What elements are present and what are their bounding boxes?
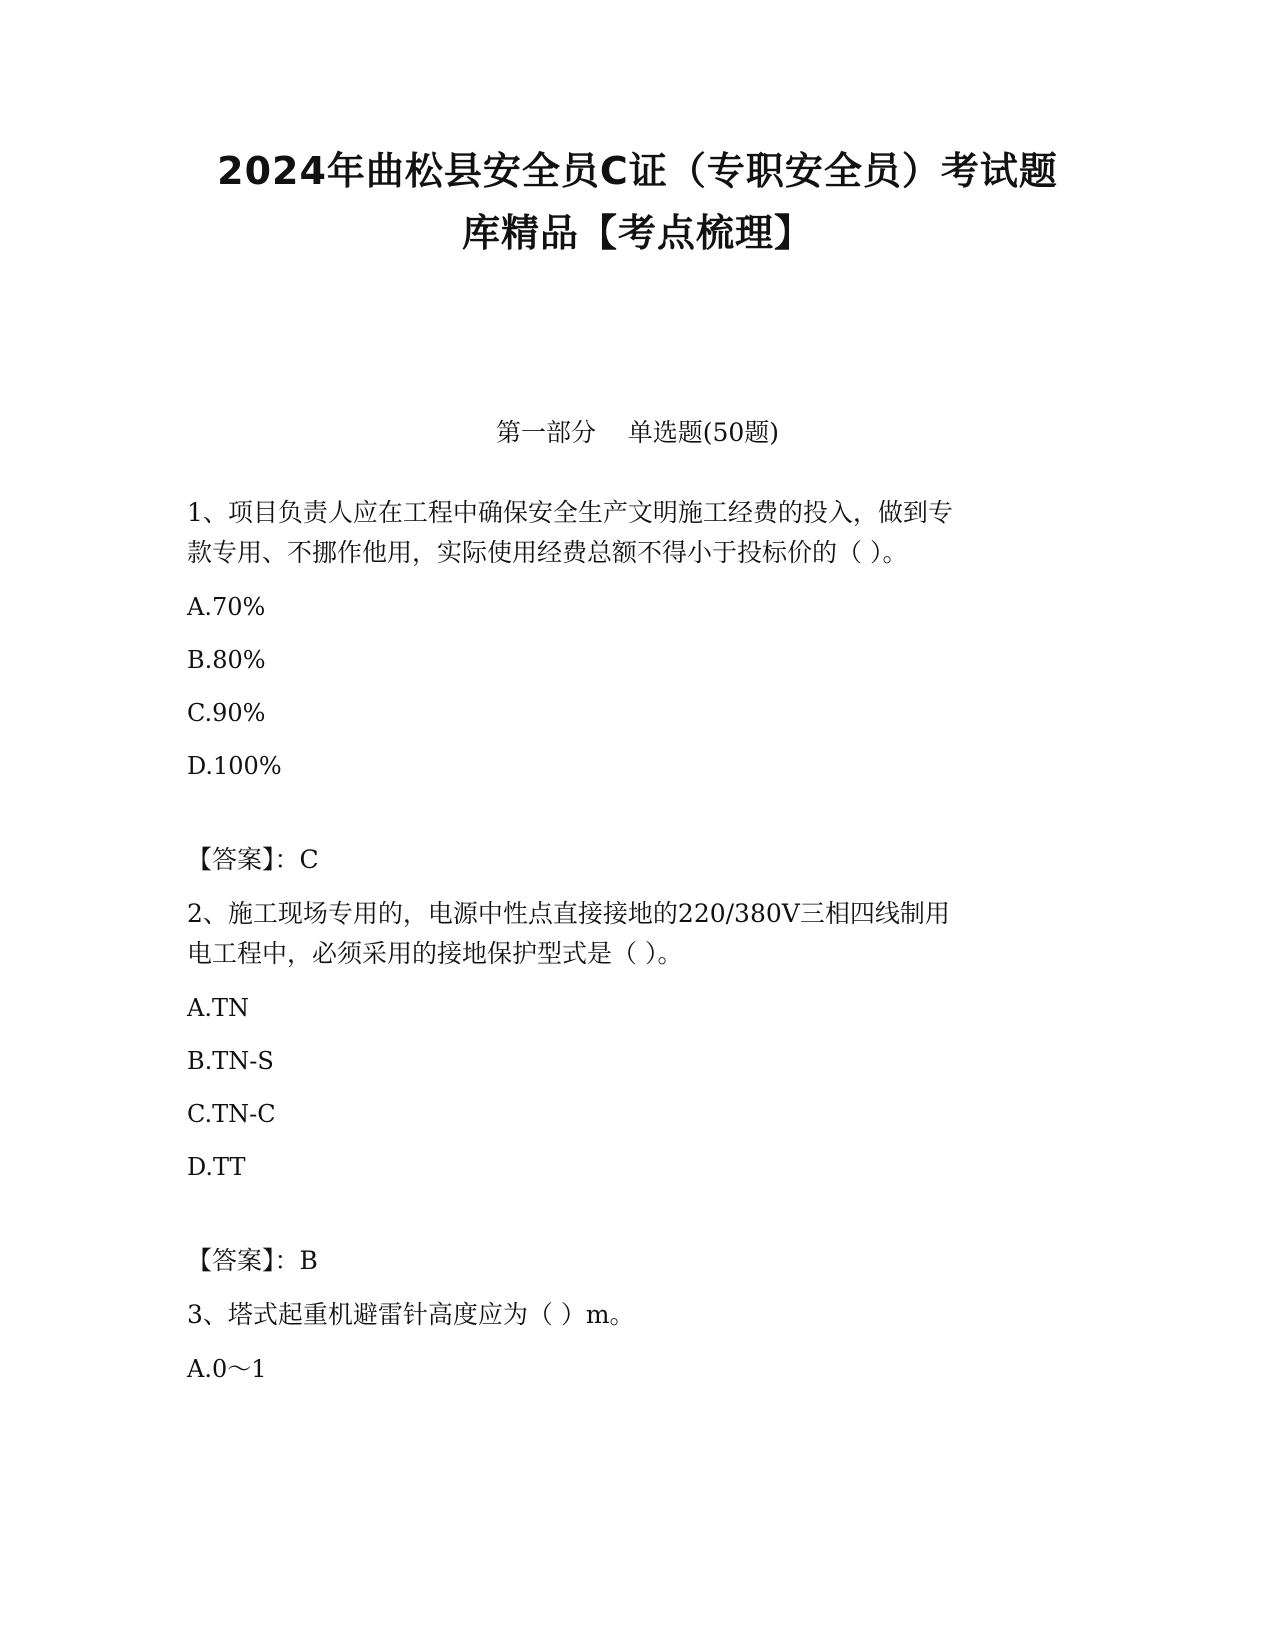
question-1-stem-line-1: 1、项目负责人应在工程中确保安全生产文明施工经费的投入，做到专 — [187, 498, 953, 527]
question-1-option-a: A.70% — [187, 593, 266, 621]
question-2-option-a: A.TN — [187, 994, 249, 1022]
question-1-stem-line-2: 款专用、不挪作他用，实际使用经费总额不得小于投标价的（ ）。 — [187, 538, 908, 567]
question-2-option-c: C.TN-C — [187, 1100, 276, 1128]
question-2-option-d: D.TT — [187, 1153, 246, 1181]
question-3-option-a: A.0～1 — [187, 1355, 267, 1383]
section-heading: 第一部分 单选题(50题) — [495, 418, 780, 447]
document-title — [150, 140, 1125, 264]
question-1-option-c: C.90% — [187, 699, 266, 727]
title-line-2: 库精品【考点梳理】 — [461, 211, 813, 255]
title-line-1: 2024年曲松县安全员C证（专职安全员）考试题 — [217, 149, 1058, 193]
question-2-stem-line-2: 电工程中，必须采用的接地保护型式是（ ）。 — [187, 939, 683, 968]
question-2-option-b: B.TN-S — [187, 1047, 274, 1075]
question-1-option-b: B.80% — [187, 646, 266, 674]
question-1-answer: 【答案】：C — [187, 845, 319, 874]
question-2-stem-line-1: 2、施工现场专用的，电源中性点直接接地的220/380V三相四线制用 — [187, 899, 950, 928]
question-1-option-d: D.100% — [187, 752, 282, 780]
question-2-answer: 【答案】：B — [187, 1246, 318, 1275]
question-3-stem-line-1: 3、塔式起重机避雷针高度应为（ ）m。 — [187, 1300, 635, 1329]
